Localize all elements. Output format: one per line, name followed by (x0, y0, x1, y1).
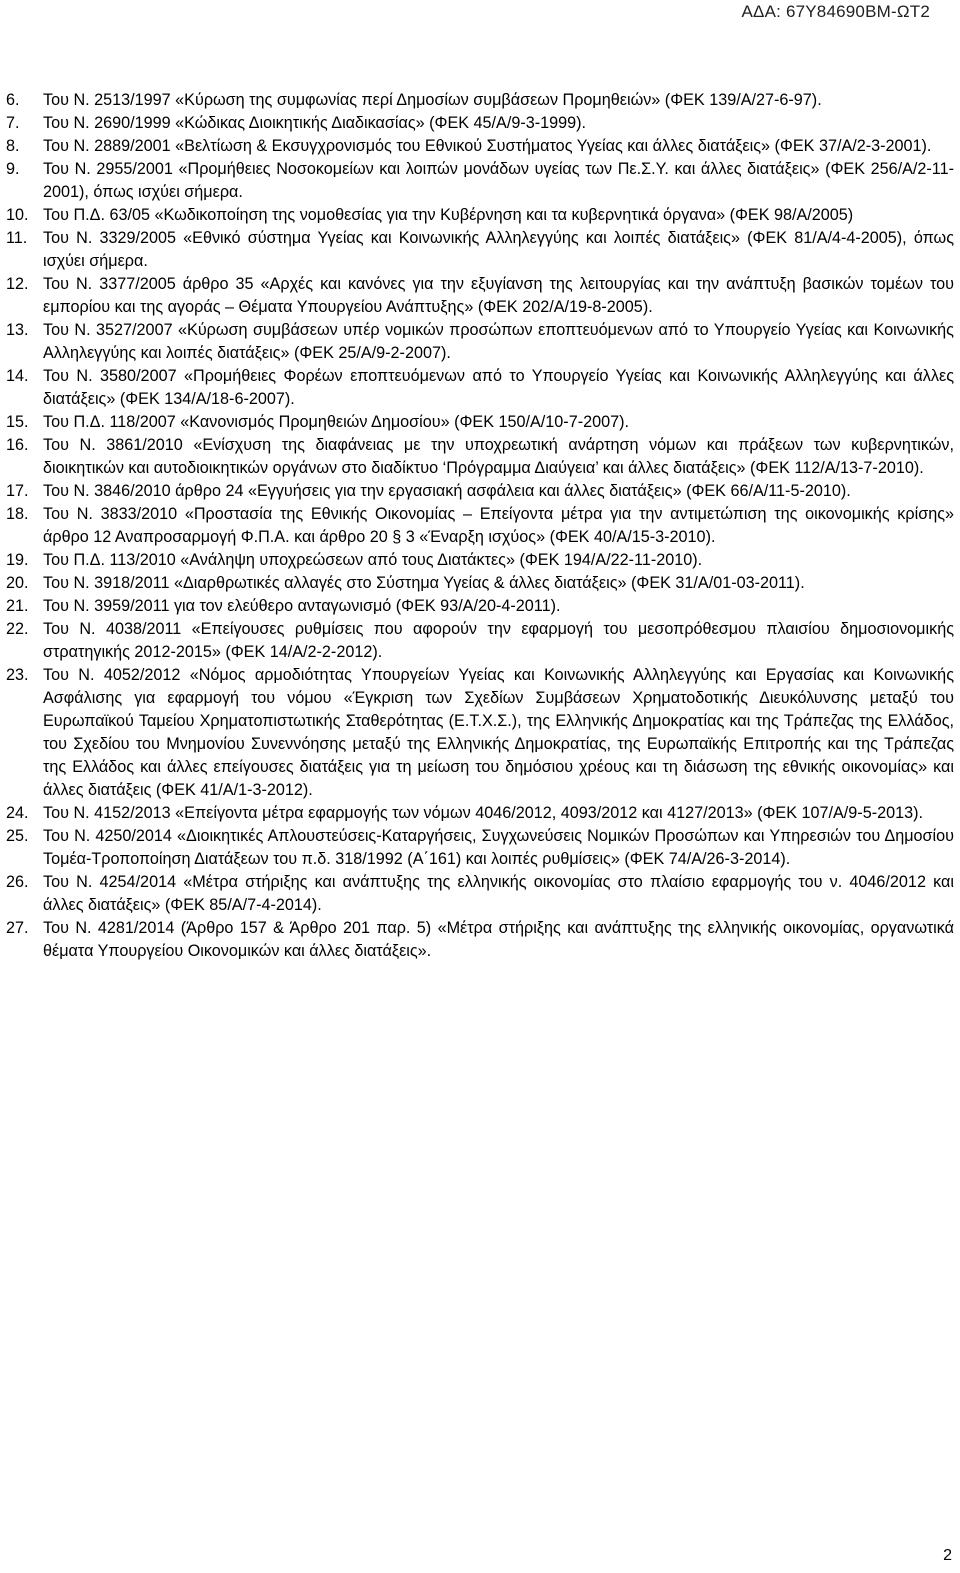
list-item-number: 27. (6, 919, 29, 937)
list-item (0, 664, 960, 802)
list-item-number: 18. (6, 505, 29, 523)
list-item-number: 6. (6, 91, 20, 109)
list-item-text: Του Ν. 4052/2012 «Νόμος αρμοδιότητας Υπουργείων Υγείας και Κοινωνικής Αλληλεγγύης και Εργασίας και Κοινωνικής Ασφάλισης για εφαρμογή του νόμου «Έγκριση των Σχεδίων Συμβάσεων Χρηματοδοτικής Διευκόλυνσης μεταξύ του Ευρωπαϊκού Ταμείου Χρηματοπιστωτικής Σταθερότητας (Ε.Τ.Χ.Σ.), της Ελληνικής Δημοκρατίας και της Τράπεζας της Ελλάδος, του Σχεδίου του Μνημονίου Συνεννόησης μεταξύ της Ελληνικής Δημοκρατίας, της Ευρωπαϊκής Επιτροπής και της Τράπεζας της Ελλάδος και άλλες επείγουσες διατάξεις για τη μείωση του δημόσιου χρέους και τη διάσωση της εθνικής οικονομίας» και άλλες διατάξεις (ΦΕΚ 41/Α/1-3-2012). (43, 666, 954, 799)
list-item (0, 917, 960, 963)
list-item (0, 480, 960, 503)
list-item-text: Του Ν. 4038/2011 «Επείγουσες ρυθμίσεις που αφορούν την εφαρμογή του μεσοπρόθεσμου πλαισίου δημοσιονομικής στρατηγικής 2012-2015» (ΦΕΚ 14/Α/2-2-2012). (43, 620, 954, 661)
list-item (0, 549, 960, 572)
list-item (0, 135, 960, 158)
list-item (0, 319, 960, 365)
list-item-text: Του Ν. 4152/2013 «Επείγοντα μέτρα εφαρμογής των νόμων 4046/2012, 4093/2012 και 4127/2013» (ΦΕΚ 107/Α/9-5-2013). (43, 804, 923, 822)
list-item-text: Του Ν. 3861/2010 «Ενίσχυση της διαφάνειας με την υποχρεωτική ανάρτηση νόμων και πράξεων των κυβερνητικών, διοικητικών και αυτοδιοικητικών οργάνων στο διαδίκτυο ‘Πρόγραμμα Διαύγεια’ και άλλες διατάξεις» (ΦΕΚ 112/Α/13-7-2010). (43, 436, 954, 477)
list-item-number: 20. (6, 574, 29, 592)
list-item-number: 24. (6, 804, 29, 822)
list-item (0, 434, 960, 480)
list-item (0, 618, 960, 664)
list-item-text: Του Ν. 3959/2011 για τον ελεύθερο ανταγωνισμό (ΦΕΚ 93/Α/20-4-2011). (43, 597, 561, 615)
page-number: 2 (943, 1547, 952, 1564)
list-item-text: Του Ν. 3527/2007 «Κύρωση συμβάσεων υπέρ νομικών προσώπων εποπτευόμενων από το Υπουργείο Υγείας και Κοινωνικής Αλληλεγγύης και λοιπές διατάξεις» (ΦΕΚ 25/Α/9-2-2007). (43, 321, 954, 362)
list-item (0, 227, 960, 273)
list-item-number: 13. (6, 321, 29, 339)
list-item (0, 871, 960, 917)
list-item-number: 16. (6, 436, 29, 454)
list-item-text: Του Ν. 3580/2007 «Προμήθειες Φορέων εποπτευόμενων από το Υπουργείο Υγείας και Κοινωνικής Αλληλεγγύης και άλλες διατάξεις» (ΦΕΚ 134/Α/18-6-2007). (43, 367, 954, 408)
list-item-text: Του Ν. 4254/2014 «Μέτρα στήριξης και ανάπτυξης της ελληνικής οικονομίας στο πλαίσιο εφαρμογής του ν. 4046/2012 και άλλες διατάξεις» (ΦΕΚ 85/Α/7-4-2014). (43, 873, 954, 914)
list-item-text: Του Ν. 3377/2005 άρθρο 35 «Αρχές και κανόνες για την εξυγίανση της λειτουργίας και την ανάπτυξη βασικών τομέων του εμπορίου και της αγοράς – Θέματα Υπουργείου Ανάπτυξης» (ΦΕΚ 202/Α/19-8-2005). (43, 275, 954, 316)
list-item-text: Του Ν. 2690/1999 «Κώδικας Διοικητικής Διαδικασίας» (ΦΕΚ 45/Α/9-3-1999). (43, 114, 587, 132)
list-item-number: 25. (6, 827, 29, 845)
list-item (0, 112, 960, 135)
list-item-text: Του Ν. 3833/2010 «Προστασία της Εθνικής Οικονομίας – Επείγοντα μέτρα για την αντιμετώπιση της οικονομικής κρίσης» άρθρο 12 Αναπροσαρμογή Φ.Π.Α. και άρθρο 20 § 3 «Έναρξη ισχύος» (ΦΕΚ 40/Α/15-3-2010). (43, 505, 954, 546)
list-item (0, 825, 960, 871)
list-item (0, 158, 960, 204)
list-item (0, 802, 960, 825)
list-item (0, 503, 960, 549)
list-item-text: Του Ν. 2889/2001 «Βελτίωση & Εκσυγχρονισμός του Εθνικού Συστήματος Υγείας και άλλες διατάξεις» (ΦΕΚ 37/Α/2-3-2001). (43, 137, 932, 155)
list-item (0, 595, 960, 618)
list-item-number: 26. (6, 873, 29, 891)
list-item (0, 365, 960, 411)
list-item-text: Του Ν. 2955/2001 «Προμήθειες Νοσοκομείων και λοιπών μονάδων υγείας των Πε.Σ.Υ. και άλλες διατάξεις» (ΦΕΚ 256/Α/2-11-2001), όπως ισχύει σήμερα. (43, 160, 954, 201)
list-item-number: 12. (6, 275, 29, 293)
list-item-number: 10. (6, 206, 29, 224)
list-item-text: Του Π.Δ. 113/2010 «Ανάληψη υποχρεώσεων από τους Διατάκτες» (ΦΕΚ 194/Α/22-11-2010). (43, 551, 703, 569)
list-item (0, 273, 960, 319)
list-item-number: 15. (6, 413, 29, 431)
list-item (0, 572, 960, 595)
list-item-text: Του Π.Δ. 118/2007 «Κανονισμός Προμηθειών Δημοσίου» (ΦΕΚ 150/Α/10-7-2007). (43, 413, 629, 431)
list-item-text: Του Π.Δ. 63/05 «Κωδικοποίηση της νομοθεσίας για την Κυβέρνηση και τα κυβερνητικά όργανα» (ΦΕΚ 98/Α/2005) (43, 206, 854, 224)
list-item-number: 9. (6, 160, 20, 178)
list-item (0, 89, 960, 112)
list-item-text: Του Ν. 3918/2011 «Διαρθρωτικές αλλαγές στο Σύστημα Υγείας & άλλες διατάξεις» (ΦΕΚ 31/Α/01-03-2011). (43, 574, 805, 592)
list-item-number: 17. (6, 482, 29, 500)
list-item-number: 22. (6, 620, 29, 638)
ada-code: ΑΔΑ: 67Υ84690ΒΜ-ΩΤ2 (741, 2, 930, 21)
legislation-list (0, 89, 960, 963)
list-item-number: 21. (6, 597, 29, 615)
list-item-number: 19. (6, 551, 29, 569)
list-item-text: Του Ν. 4250/2014 «Διοικητικές Απλουστεύσεις-Καταργήσεις, Συγχωνεύσεις Νομικών Προσώπων και Υπηρεσιών του Δημοσίου Τομέα-Τροποποίηση Διατάξεων του π.δ. 318/1992 (Α΄161) και λοιπές ρυθμίσεις» (ΦΕΚ 74/Α/26-3-2014). (43, 827, 954, 868)
list-item (0, 411, 960, 434)
list-item-text: Του Ν. 2513/1997 «Κύρωση της συμφωνίας περί Δημοσίων συμβάσεων Προμηθειών» (ΦΕΚ 139/Α/27-6-97). (43, 91, 822, 109)
list-item-number: 14. (6, 367, 29, 385)
list-item-text: Του Ν. 3329/2005 «Εθνικό σύστημα Υγείας και Κοινωνικής Αλληλεγγύης και λοιπές διατάξεις» (ΦΕΚ 81/Α/4-4-2005), όπως ισχύει σήμερα. (43, 229, 954, 270)
list-item-number: 23. (6, 666, 29, 684)
list-item-number: 11. (6, 229, 28, 247)
list-item-text: Του Ν. 3846/2010 άρθρο 24 «Εγγυήσεις για την εργασιακή ασφάλεια και άλλες διατάξεις» (ΦΕΚ 66/Α/11-5-2010). (43, 482, 851, 500)
list-item-number: 8. (6, 137, 20, 155)
list-item (0, 204, 960, 227)
list-item-number: 7. (6, 114, 20, 132)
list-item-text: Του Ν. 4281/2014 (Άρθρο 157 & Άρθρο 201 παρ. 5) «Μέτρα στήριξης και ανάπτυξης της ελληνικής οικονομίας, οργανωτικά θέματα Υπουργείου Οικονομικών και άλλες διατάξεις». (43, 919, 954, 960)
